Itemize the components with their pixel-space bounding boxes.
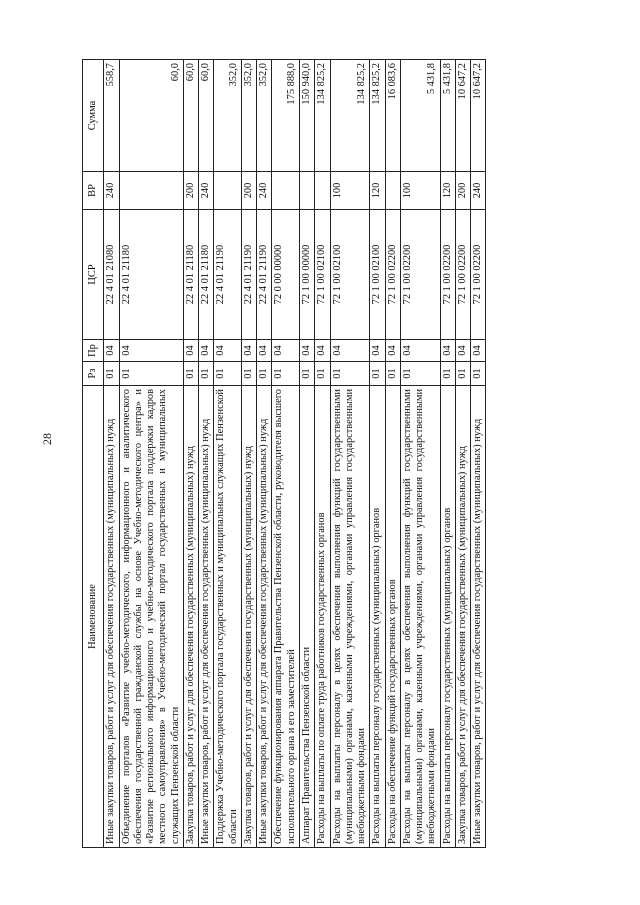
row-csr: 22 4 01 21190 [241, 210, 256, 340]
row-name: Иные закупки товаров, работ и услуг для обеспечения государственных (муниципальных) нужд [104, 386, 119, 848]
row-rz: 01 [257, 362, 272, 386]
row-csr: 22 4 01 21180 [119, 210, 183, 340]
row-sum: 16 083,6 [385, 60, 400, 172]
row-csr: 22 4 01 21190 [257, 210, 272, 340]
row-name: Расходы на выплаты персоналу в целях обеспечения выполнения функций государственными (муниципальными) органами, казенными учреждениями, органами управления государственными внебюджетными фондами [400, 386, 440, 848]
row-csr: 72 1 00 00000 [299, 210, 314, 340]
row-sum: 352,0 [241, 60, 256, 172]
row-rz: 01 [214, 362, 242, 386]
row-pr: 04 [199, 340, 214, 362]
row-pr: 04 [241, 340, 256, 362]
row-rz: 01 [272, 362, 300, 386]
table-row [119, 60, 183, 848]
row-name: Закупка товаров, работ и услуг для обеспечения государственных (муниципальных) нужд [455, 386, 470, 848]
row-csr: 72 1 00 02100 [370, 210, 385, 340]
row-rz: 01 [370, 362, 385, 386]
row-pr: 04 [183, 340, 198, 362]
row-rz: 01 [299, 362, 314, 386]
table-row [214, 60, 242, 848]
row-vr: 120 [370, 172, 385, 210]
row-name: Расходы на выплаты персоналу государственных (муниципальных) органов [370, 386, 385, 848]
header-pr: Пр [83, 340, 104, 362]
row-sum: 558,7 [104, 60, 119, 172]
table-header-row [83, 60, 104, 848]
row-rz: 01 [400, 362, 440, 386]
rotated-page-content [82, 60, 570, 848]
budget-table [82, 59, 486, 848]
row-vr [299, 172, 314, 210]
row-csr: 72 1 00 02200 [440, 210, 455, 340]
row-pr: 04 [370, 340, 385, 362]
header-csr: ЦСР [83, 210, 104, 340]
row-name: Расходы на выплаты персоналу в целях обеспечения выполнения функций государственными (муниципальными) органами, казенными учреждениями, органами управления государственными внебюджетными фондами [330, 386, 370, 848]
row-pr: 04 [471, 340, 486, 362]
row-rz: 01 [199, 362, 214, 386]
row-vr [214, 172, 242, 210]
row-vr: 240 [471, 172, 486, 210]
table-row [370, 60, 385, 848]
table-row [241, 60, 256, 848]
table-row [330, 60, 370, 848]
row-vr: 200 [455, 172, 470, 210]
row-name: Расходы на выплаты персоналу государственных (муниципальных) органов [440, 386, 455, 848]
header-vr: ВР [83, 172, 104, 210]
header-rz: Рз [83, 362, 104, 386]
row-csr: 72 1 00 02200 [400, 210, 440, 340]
row-pr: 04 [214, 340, 242, 362]
row-sum: 134 825,2 [330, 60, 370, 172]
table-row [104, 60, 119, 848]
row-sum: 134 825,2 [315, 60, 330, 172]
row-vr [385, 172, 400, 210]
row-name: Закупка товаров, работ и услуг для обеспечения государственных (муниципальных) нужд [183, 386, 198, 848]
row-csr: 22 4 01 21180 [199, 210, 214, 340]
table-row [257, 60, 272, 848]
row-sum: 60,0 [199, 60, 214, 172]
row-csr: 22 4 01 21190 [214, 210, 242, 340]
row-pr: 04 [440, 340, 455, 362]
row-name: Аппарат Правительства Пензенской области [299, 386, 314, 848]
row-pr: 04 [119, 340, 183, 362]
row-name: Обеспечение функционирования аппарата Правительства Пензенской области, руководителя высшего исполнительного органа и его заместителей [272, 386, 300, 848]
row-vr: 200 [183, 172, 198, 210]
row-vr: 240 [199, 172, 214, 210]
table-row [299, 60, 314, 848]
row-pr: 04 [330, 340, 370, 362]
row-pr: 04 [272, 340, 300, 362]
row-rz: 01 [440, 362, 455, 386]
row-pr: 04 [315, 340, 330, 362]
table-row [385, 60, 400, 848]
row-csr: 22 4 01 21180 [183, 210, 198, 340]
row-rz: 01 [183, 362, 198, 386]
table-row [400, 60, 440, 848]
table-row [440, 60, 455, 848]
row-csr: 22 4 01 21080 [104, 210, 119, 340]
table-row [315, 60, 330, 848]
row-csr: 72 1 00 02200 [385, 210, 400, 340]
table-row [455, 60, 470, 848]
row-csr: 72 1 00 02100 [315, 210, 330, 340]
row-rz: 01 [104, 362, 119, 386]
row-rz: 01 [330, 362, 370, 386]
row-rz: 01 [385, 362, 400, 386]
row-sum: 60,0 [183, 60, 198, 172]
row-sum: 352,0 [257, 60, 272, 172]
row-sum: 60,0 [119, 60, 183, 172]
row-vr: 100 [330, 172, 370, 210]
row-name: Объединение порталов «Развитие учебно-методического, информационного и аналитического обеспечения государственной гражданской службы на основе Учебно-методического центра» и «Развитие регионального информационного и учебно-методического портала поддержки кадров местного самоуправления» в Учебно-методический портал государственных и муниципальных служащих Пензенской области [119, 386, 183, 848]
row-sum: 150 940,0 [299, 60, 314, 172]
row-vr: 240 [257, 172, 272, 210]
row-rz: 01 [119, 362, 183, 386]
row-pr: 04 [455, 340, 470, 362]
row-vr: 240 [104, 172, 119, 210]
row-vr: 120 [440, 172, 455, 210]
table-row [471, 60, 486, 848]
row-pr: 04 [257, 340, 272, 362]
header-name: Наименование [83, 386, 104, 848]
row-sum: 352,0 [214, 60, 242, 172]
row-name: Расходы на обеспечение функций государственных органов [385, 386, 400, 848]
row-pr: 04 [104, 340, 119, 362]
row-vr [119, 172, 183, 210]
row-csr: 72 1 00 02200 [455, 210, 470, 340]
row-vr [272, 172, 300, 210]
row-pr: 04 [385, 340, 400, 362]
row-rz: 01 [471, 362, 486, 386]
row-csr: 72 1 00 02100 [330, 210, 370, 340]
row-sum: 5 431,8 [440, 60, 455, 172]
row-sum: 134 825,2 [370, 60, 385, 172]
row-vr: 200 [241, 172, 256, 210]
row-name: Иные закупки товаров, работ и услуг для обеспечения государственных (муниципальных) нужд [471, 386, 486, 848]
row-pr: 04 [400, 340, 440, 362]
row-sum: 175 888,0 [272, 60, 300, 172]
row-rz: 01 [241, 362, 256, 386]
table-row [272, 60, 300, 848]
header-sum: Сумма [83, 60, 104, 172]
row-name: Иные закупки товаров, работ и услуг для обеспечения государственных (муниципальных) нужд [257, 386, 272, 848]
row-rz: 01 [315, 362, 330, 386]
table-row [199, 60, 214, 848]
page-number: 28 [40, 433, 54, 445]
row-sum: 10 647,2 [471, 60, 486, 172]
row-sum: 10 647,2 [455, 60, 470, 172]
row-name: Поддержка Учебно-методического портала государственных и муниципальных служащих Пензенской области [214, 386, 242, 848]
row-rz: 01 [455, 362, 470, 386]
row-pr: 04 [299, 340, 314, 362]
row-name: Расходы на выплаты по оплате труда работников государственных органов [315, 386, 330, 848]
row-csr: 72 0 00 00000 [272, 210, 300, 340]
row-csr: 72 1 00 02200 [471, 210, 486, 340]
row-vr: 100 [400, 172, 440, 210]
table-row [183, 60, 198, 848]
row-name: Закупка товаров, работ и услуг для обеспечения государственных (муниципальных) нужд [241, 386, 256, 848]
row-sum: 5 431,8 [400, 60, 440, 172]
row-vr [315, 172, 330, 210]
row-name: Иные закупки товаров, работ и услуг для обеспечения государственных (муниципальных) нужд [199, 386, 214, 848]
